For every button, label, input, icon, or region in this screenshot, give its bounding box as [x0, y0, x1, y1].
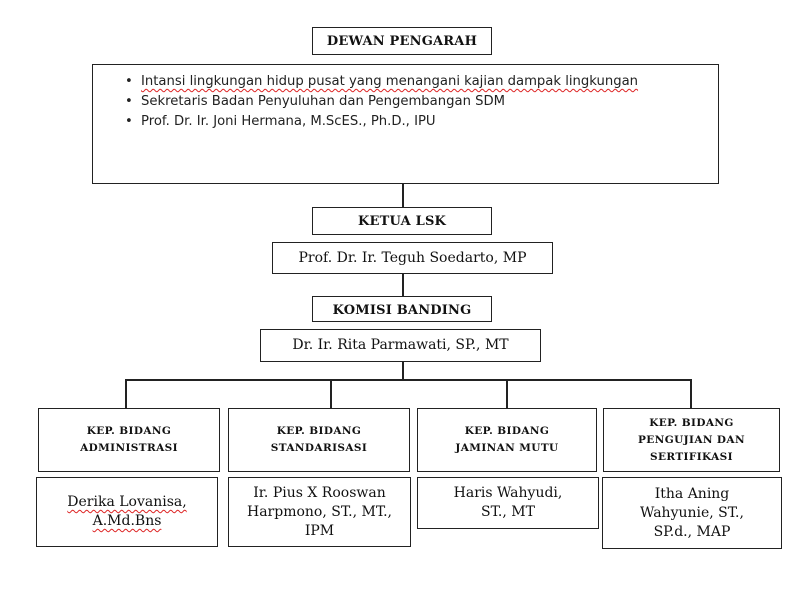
division-head-administrasi: KEP. BIDANG ADMINISTRASI [38, 408, 220, 472]
division-head-standarisasi: KEP. BIDANG STANDARISASI [228, 408, 410, 472]
connector-ketua-komisi [402, 273, 404, 297]
connector-drop-1 [125, 379, 127, 409]
division-name-standarisasi: Ir. Pius X Rooswan Harpmono, ST., MT., IPM [228, 477, 411, 547]
ketua-name-box [272, 242, 553, 274]
division-head-jaminan-mutu: KEP. BIDANG JAMINAN MUTU [417, 408, 597, 472]
dewan-title-box [312, 27, 492, 55]
ketua-title: KETUA LSK [357, 213, 447, 229]
connector-bus [125, 379, 691, 381]
komisi-title-box [312, 296, 492, 322]
ketua-name: Prof. Dr. Ir. Teguh Soedarto, MP [298, 249, 527, 266]
connector-drop-4 [690, 379, 692, 409]
division-name-administrasi: Derika Lovanisa, A.Md.Bns [36, 477, 218, 547]
komisi-name: Dr. Ir. Rita Parmawati, SP., MT [292, 337, 509, 353]
komisi-name-box [260, 329, 541, 362]
connector-dewan-ketua [402, 183, 404, 208]
connector-drop-2 [330, 379, 332, 409]
division-name-jaminan-mutu: Haris Wahyudi, ST., MT [417, 477, 599, 529]
dewan-member-1: • Intansi lingkungan hidup pusat yang menangani kajian dampak lingkungan [113, 73, 704, 90]
komisi-title: KOMISI BANDING [332, 303, 472, 318]
dewan-member-3: • Prof. Dr. Ir. Joni Hermana, M.ScES., Ph.D., IPU [113, 113, 704, 130]
division-name-pengujian-sertifikasi: Itha Aning Wahyunie, ST., SP.d., MAP [602, 477, 782, 549]
dewan-title: DEWAN PENGARAH [326, 33, 478, 49]
ketua-title-box [312, 207, 492, 235]
dewan-member-2: • Sekretaris Badan Penyuluhan dan Pengembangan SDM [113, 93, 704, 110]
dewan-members-box [92, 64, 719, 184]
connector-komisi-bus [402, 361, 404, 380]
dewan-members-list [113, 73, 704, 130]
division-head-pengujian-sertifikasi: KEP. BIDANG PENGUJIAN DAN SERTIFIKASI [603, 408, 780, 472]
connector-drop-3 [506, 379, 508, 409]
